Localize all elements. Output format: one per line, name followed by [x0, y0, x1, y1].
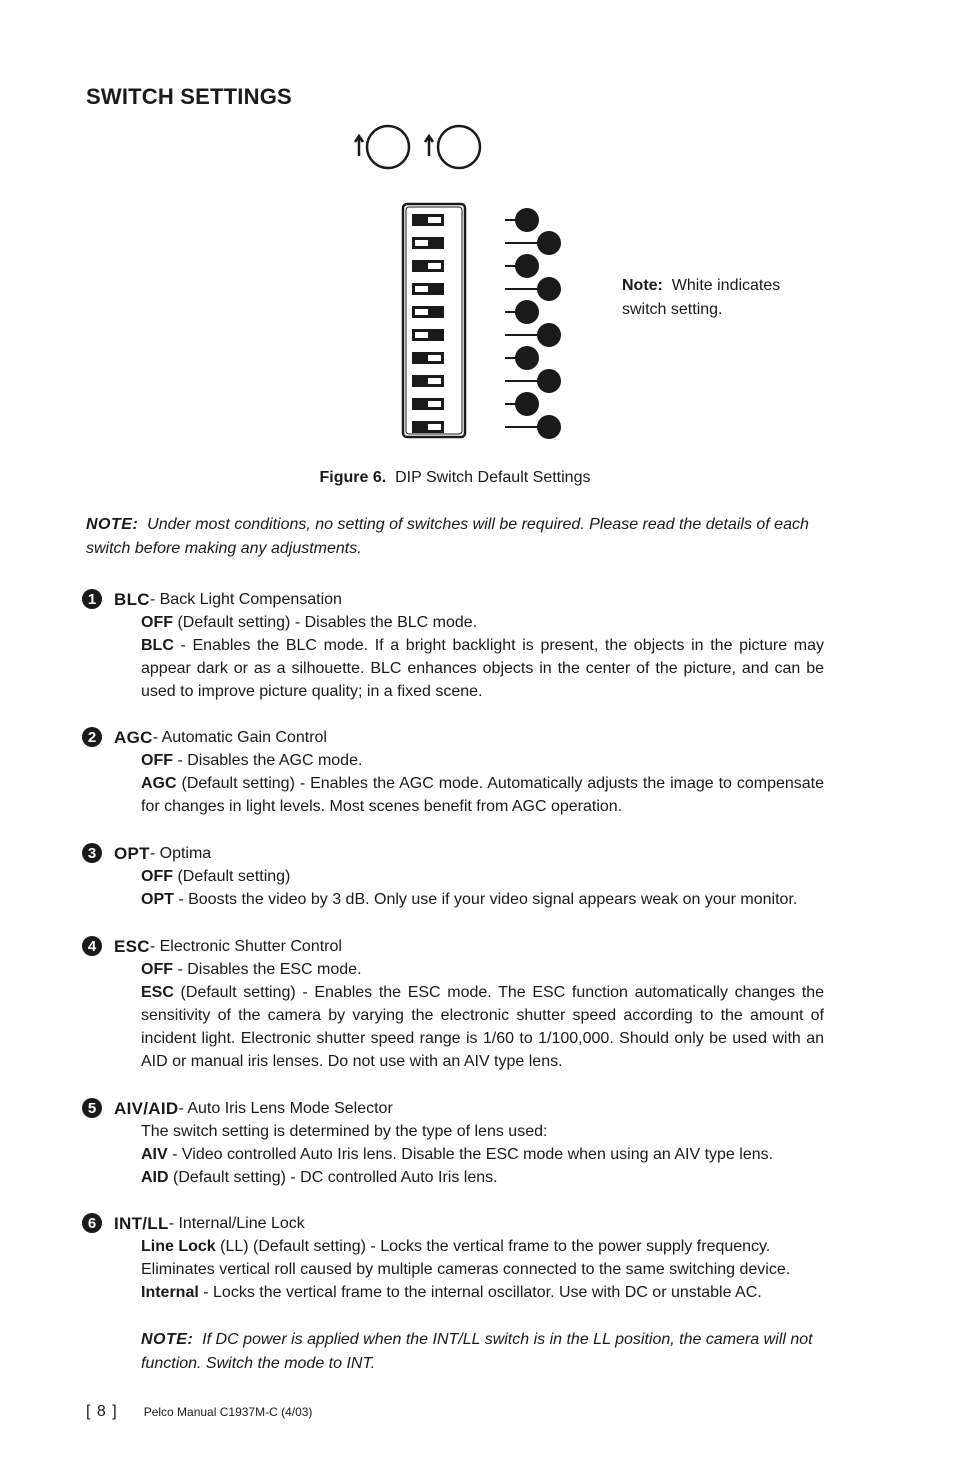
figure-caption: [0, 469, 910, 487]
line-text: - Disables the AGC mode.: [173, 752, 363, 769]
section-blc: [82, 587, 824, 703]
section-agc: [82, 725, 824, 818]
section-desc: - Automatic Gain Control: [152, 728, 327, 746]
side-note-label: Note:: [622, 277, 663, 294]
dip-switch-7: [412, 352, 444, 364]
section-number-badge: 5: [82, 1098, 102, 1118]
main-note-label: NOTE:: [86, 516, 139, 533]
dip-lead-7: [505, 346, 539, 370]
line-term: AGC: [141, 775, 177, 792]
section-name: BLC: [114, 589, 150, 609]
section-line: [141, 634, 824, 703]
dip-switch-1: [412, 214, 444, 226]
section-line: [141, 1281, 824, 1304]
line-text: - Enables the BLC mode. If a bright backlight is present, the objects in the picture may appear dark or as a silhouette. BLC enhances objects in the center of the picture, and can be used to improve picture quality; in a fixed scene.: [141, 637, 824, 700]
section-line: [141, 1235, 824, 1281]
dip-lead-8: [505, 369, 561, 393]
section-desc: - Electronic Shutter Control: [149, 937, 342, 955]
footer-text: Pelco Manual C1937M-C (4/03): [143, 1405, 313, 1419]
section-line: [141, 1166, 824, 1189]
section-name: AIV/AID: [114, 1098, 179, 1118]
line-text: (Default setting) - DC controlled Auto Iris lens.: [168, 1169, 498, 1186]
line-text: - Video controlled Auto Iris lens. Disable the ESC mode when using an AIV type lens.: [167, 1146, 774, 1163]
section-line: [141, 958, 824, 981]
line-term: BLC: [141, 637, 174, 654]
figure-label: Figure 6.: [319, 469, 387, 486]
dip-lead-4: [505, 277, 561, 301]
potentiometer-icon: [355, 126, 409, 168]
line-term: OFF: [141, 868, 173, 885]
line-text: - Boosts the video by 3 dB. Only use if your video signal appears weak on your monitor.: [173, 891, 798, 908]
line-text: - Disables the ESC mode.: [173, 961, 362, 978]
section-desc: - Auto Iris Lens Mode Selector: [178, 1099, 393, 1117]
main-note: [86, 513, 831, 561]
line-text: (Default setting) - Disables the BLC mode.: [173, 614, 478, 631]
section-opt: [82, 841, 824, 911]
line-text: (LL) (Default setting) - Locks the vertical frame to the power supply frequency. Eliminates vertical roll caused by multiple cameras connected to the same switching device.: [141, 1238, 791, 1278]
section-number-badge: 4: [82, 936, 102, 956]
line-term: AIV: [141, 1146, 168, 1163]
dip-lead-10: [505, 415, 561, 439]
section-line: [141, 865, 824, 888]
section-desc: - Internal/Line Lock: [168, 1214, 305, 1232]
bottom-note-text: If DC power is applied when the INT/LL switch is in the LL position, the camera will not function. Switch the mode to INT.: [141, 1331, 813, 1372]
section-aiv-aid: [82, 1096, 824, 1189]
section-name: INT/LL: [114, 1213, 169, 1233]
section-number-badge: 3: [82, 843, 102, 863]
dip-switch-2: [412, 237, 444, 249]
section-number-badge: 1: [82, 589, 102, 609]
page-number: [ 8 ]: [86, 1403, 118, 1420]
main-note-text: Under most conditions, no setting of switches will be required. Please read the details of each switch before making any adjustments.: [86, 516, 809, 557]
dip-lead-9: [505, 392, 539, 416]
section-number-badge: 6: [82, 1213, 102, 1233]
dip-lead-6: [505, 323, 561, 347]
dip-switch-4: [412, 283, 444, 295]
line-text: (Default setting) - Enables the ESC mode. The ESC function automatically changes the sensitivity of the camera by varying the electronic shutter speed according to the amount of incident light. Electronic shutter speed range is 1/60 to 1/100,000. Should only be used with an AID or manual iris lenses. Do not use with an AIV type lens.: [141, 984, 824, 1070]
line-term: OPT: [141, 891, 174, 908]
line-term: OFF: [141, 961, 173, 978]
dip-switch-8: [412, 375, 444, 387]
line-term: ESC: [141, 984, 174, 1001]
figure-text: DIP Switch Default Settings: [395, 469, 591, 486]
dip-switch-figure: [340, 118, 580, 448]
side-note-text: White indicates switch setting.: [622, 277, 781, 318]
dip-lead-5: [505, 300, 539, 324]
footer: [86, 1403, 312, 1421]
section-line: [141, 611, 824, 634]
section-int-ll: [82, 1211, 824, 1304]
dip-switch-10: [412, 421, 444, 433]
page-title: SWITCH SETTINGS: [86, 84, 292, 109]
section-name: ESC: [114, 936, 150, 956]
line-text: (Default setting): [173, 868, 291, 885]
dip-switch-3: [412, 260, 444, 272]
dip-lead-3: [505, 254, 539, 278]
line-text: (Default setting) - Enables the AGC mode. Automatically adjusts the image to compensate for changes in light levels. Most scenes benefit from AGC operation.: [141, 775, 824, 815]
section-line: [141, 981, 824, 1073]
potentiometer-icon: [425, 126, 480, 168]
line-term: Line Lock: [141, 1238, 216, 1255]
line-term: OFF: [141, 614, 173, 631]
line-term: AID: [141, 1169, 169, 1186]
dip-lead-2: [505, 231, 561, 255]
bottom-note: [141, 1328, 831, 1376]
section-desc: - Back Light Compensation: [149, 590, 342, 608]
side-note: [622, 274, 822, 322]
line-text: The switch setting is determined by the type of lens used:: [141, 1123, 548, 1140]
line-term: Internal: [141, 1284, 199, 1301]
dip-switch-5: [412, 306, 444, 318]
line-text: - Locks the vertical frame to the internal oscillator. Use with DC or unstable AC.: [198, 1284, 762, 1301]
dip-switch-9: [412, 398, 444, 410]
section-name: AGC: [114, 727, 153, 747]
section-esc: [82, 934, 824, 1073]
dip-lead-1: [505, 208, 539, 232]
section-number-badge: 2: [82, 727, 102, 747]
line-term: OFF: [141, 752, 173, 769]
section-line: [141, 749, 824, 772]
section-line: [141, 888, 824, 911]
section-name: OPT: [114, 843, 150, 863]
section-line: [141, 1120, 824, 1143]
section-desc: - Optima: [149, 844, 212, 862]
bottom-note-label: NOTE:: [141, 1331, 194, 1348]
section-line: [141, 1143, 824, 1166]
section-line: [141, 772, 824, 818]
dip-switch-6: [412, 329, 444, 341]
